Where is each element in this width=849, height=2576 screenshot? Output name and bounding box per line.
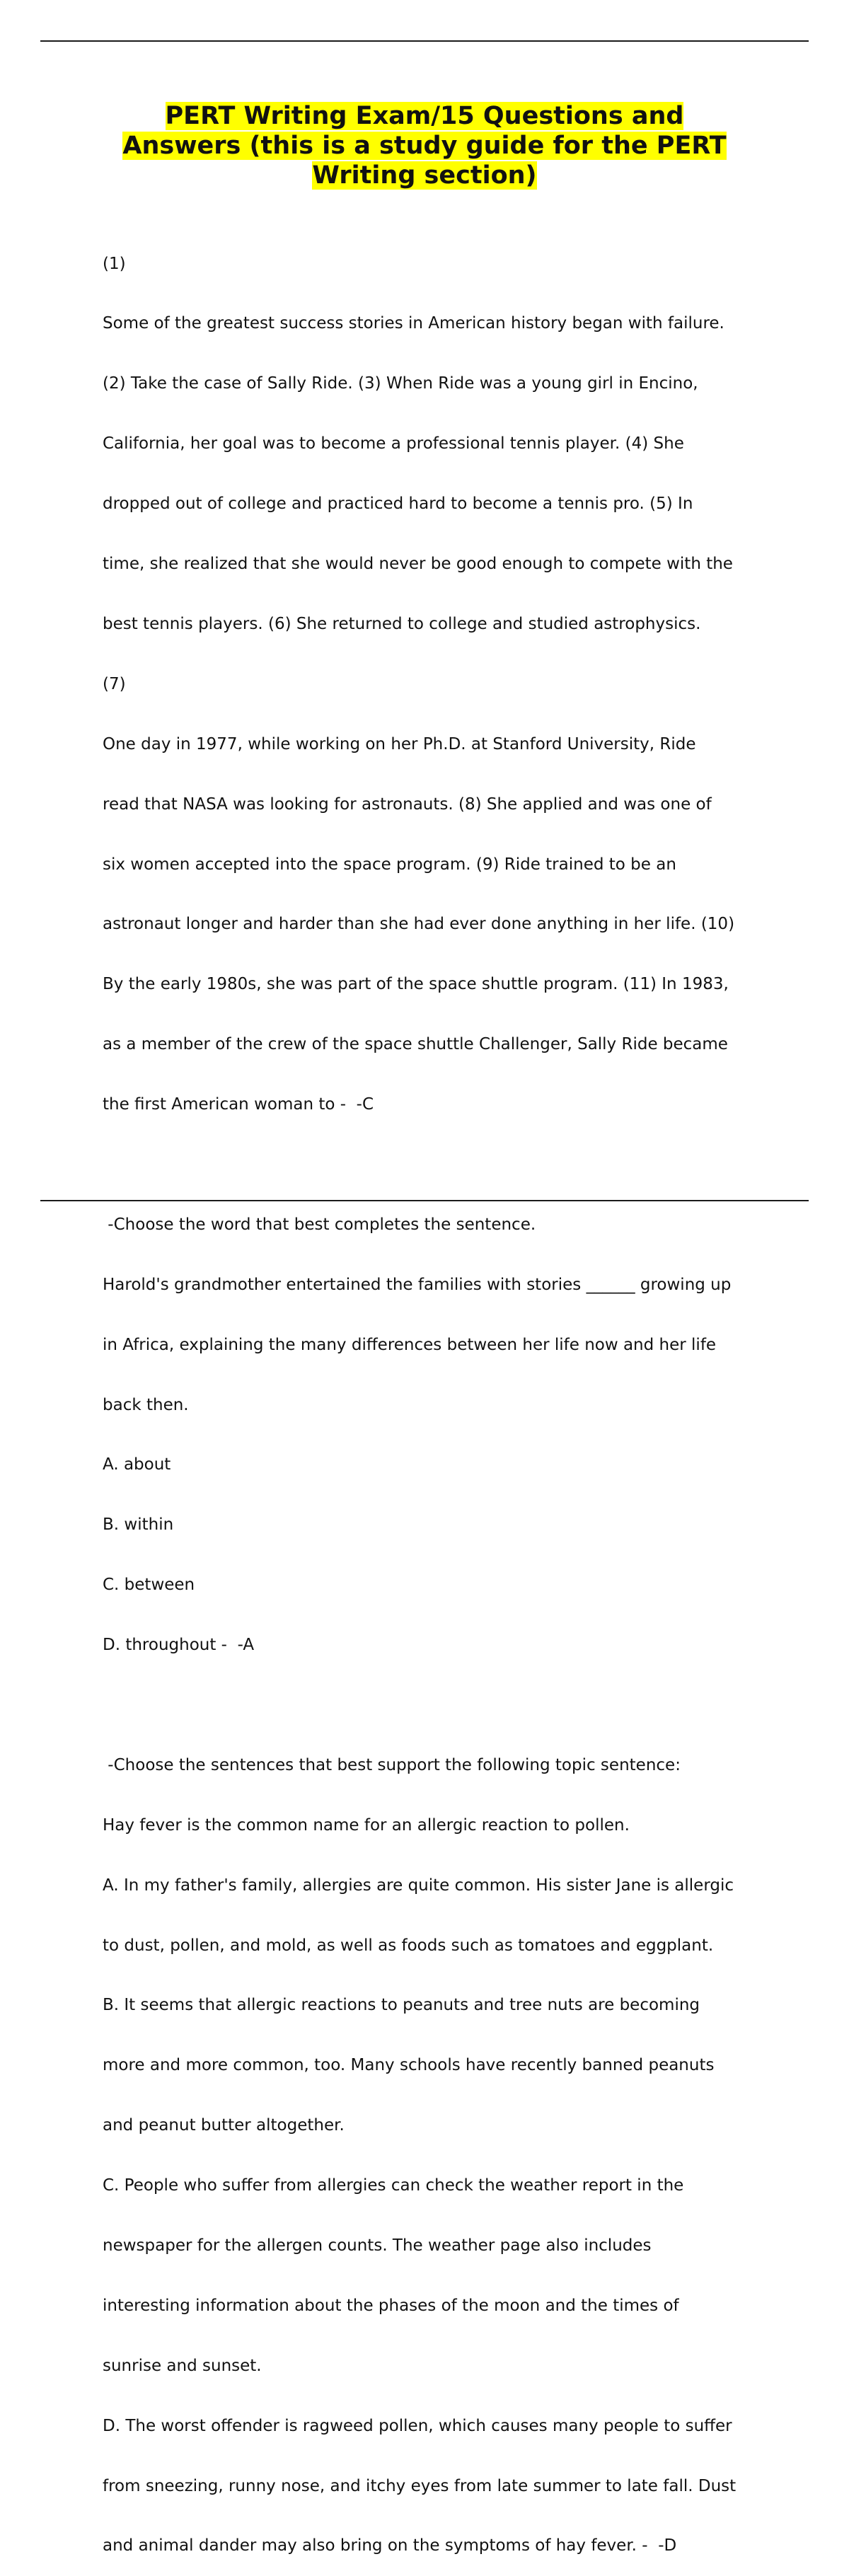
- body-line: newspaper for the allergen counts. The weather page also includes: [103, 2236, 652, 2255]
- body-line: Some of the greatest success stories in American history began with failure.: [103, 314, 724, 333]
- title-line: Writing section): [312, 161, 537, 190]
- body-line: back then.: [103, 1395, 189, 1414]
- body-line: time, she realized that she would never be good enough to compete with the: [103, 555, 733, 574]
- answer-option: C. People who suffer from allergies can check the weather report in the: [103, 2176, 684, 2195]
- body-line: (2) Take the case of Sally Ride. (3) When Ride was a young girl in Encino,: [103, 374, 698, 393]
- body-line: interesting information about the phases of the moon and the times of: [103, 2296, 679, 2315]
- body-line: (1): [103, 254, 126, 273]
- body-line: from sneezing, runny nose, and itchy eyes from late summer to late fall. Dust: [103, 2476, 737, 2495]
- body-line: and peanut butter altogether.: [103, 2116, 345, 2135]
- answer-option: A. about: [103, 1455, 171, 1474]
- answer-option: D. throughout - -A: [103, 1636, 255, 1655]
- body-line: By the early 1980s, she was part of the space shuttle program. (11) In 1983,: [103, 975, 729, 994]
- document-body: [103, 214, 810, 2576]
- body-line: as a member of the crew of the space shuttle Challenger, Sally Ride became: [103, 1035, 728, 1054]
- body-line: best tennis players. (6) She returned to college and studied astrophysics.: [103, 614, 701, 633]
- body-line: to dust, pollen, and mold, as well as foods such as tomatoes and eggplant.: [103, 1936, 714, 1955]
- body-line: in Africa, explaining the many differences between her life now and her life: [103, 1335, 717, 1354]
- answer-option: A. In my father's family, allergies are quite common. His sister Jane is allergic: [103, 1876, 734, 1895]
- body-line: California, her goal was to become a professional tennis player. (4) She: [103, 434, 684, 454]
- top-divider: [40, 40, 809, 42]
- body-line: the first American woman to - -C: [103, 1095, 374, 1114]
- body-line: Hay fever is the common name for an allergic reaction to pollen.: [103, 1815, 630, 1835]
- blank-line: [103, 1695, 810, 1715]
- answer-option: D. The worst offender is ragweed pollen, which causes many people to suffer: [103, 2416, 732, 2435]
- body-line: sunrise and sunset.: [103, 2356, 262, 2375]
- body-line: and animal dander may also bring on the symptoms of hay fever. - -D: [103, 2536, 677, 2555]
- body-line: read that NASA was looking for astronauts. (8) She applied and was one of: [103, 795, 712, 814]
- body-line: One day in 1977, while working on her Ph.D. at Stanford University, Ride: [103, 734, 696, 753]
- title-line: PERT Writing Exam/15 Questions and: [165, 102, 684, 130]
- blank-line: [103, 1155, 810, 1174]
- document-title: [85, 101, 764, 190]
- title-line: Answers (this is a study guide for the PERT: [122, 132, 727, 160]
- body-line: more and more common, too. Many schools have recently banned peanuts: [103, 2056, 715, 2075]
- answer-option: B. It seems that allergic reactions to peanuts and tree nuts are becoming: [103, 1996, 700, 2015]
- body-line: astronaut longer and harder than she had ever done anything in her life. (10): [103, 915, 735, 934]
- body-line: (7): [103, 674, 126, 693]
- question-prompt: -Choose the sentences that best support the following topic sentence:: [103, 1755, 681, 1774]
- body-line: Harold's grandmother entertained the families with stories ______ growing up: [103, 1275, 732, 1294]
- bottom-divider: [40, 1200, 809, 1201]
- question-prompt: -Choose the word that best completes the sentence.: [103, 1215, 536, 1234]
- body-line: dropped out of college and practiced hard to become a tennis pro. (5) In: [103, 495, 693, 514]
- answer-option: C. between: [103, 1576, 195, 1595]
- body-line: six women accepted into the space program. (9) Ride trained to be an: [103, 855, 676, 874]
- answer-option: B. within: [103, 1515, 174, 1535]
